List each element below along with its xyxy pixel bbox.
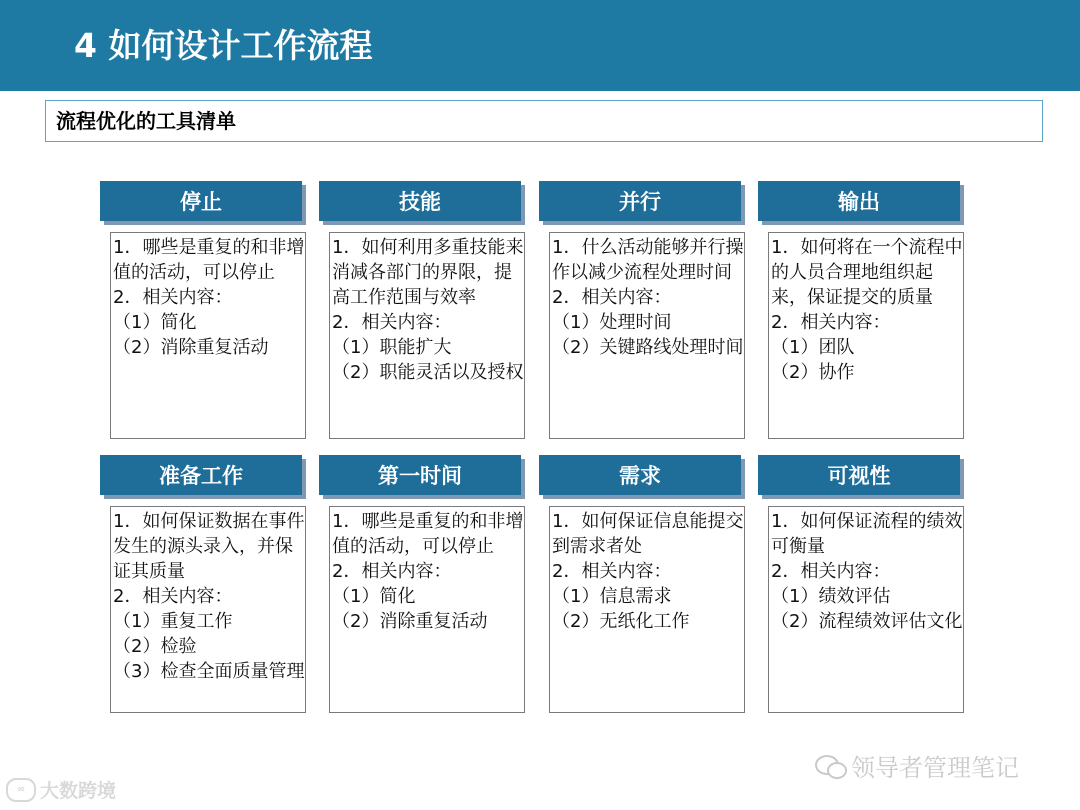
card-line: 2．相关内容：	[552, 287, 672, 308]
card-line: 1．如何保证信息能提交到需求者处	[552, 511, 744, 557]
card-line: （1）团队	[771, 337, 855, 358]
footer-right-text: 领导者管理笔记	[851, 754, 1019, 782]
card-body	[329, 506, 525, 713]
card-body	[768, 506, 964, 713]
header-bar	[0, 0, 1080, 91]
card-line: （2）无纸化工作	[552, 611, 690, 632]
card-header: 输出	[758, 181, 960, 221]
card-body	[768, 232, 964, 439]
card-body	[549, 232, 745, 439]
card-line: 2．相关内容：	[552, 561, 672, 582]
card-line: （1）信息需求	[552, 586, 672, 607]
card-line: （2）职能灵活以及授权	[332, 362, 524, 383]
card-header: 第一时间	[319, 455, 521, 495]
card-line: 1．如何利用多重技能来消减各部门的界限，提高工作范围与效率	[332, 237, 524, 308]
card-line: 1．哪些是重复的和非增值的活动，可以停止	[113, 237, 305, 283]
card-line: （3）检查全面质量管理	[113, 661, 305, 682]
card-line: （1）职能扩大	[332, 337, 452, 358]
card-line: （1）简化	[332, 586, 416, 607]
card-line: 2．相关内容：	[771, 312, 891, 333]
card-line: 1．如何将在一个流程中的人员合理地组织起来，保证提交的质量	[771, 237, 963, 308]
card-line: （2）协作	[771, 362, 855, 383]
card-line: （2）流程绩效评估文化	[771, 611, 963, 632]
card-line: 2．相关内容：	[113, 287, 233, 308]
card-header: 技能	[319, 181, 521, 221]
footer-watermark-left	[6, 776, 116, 803]
card-line: 1．如何保证流程的绩效可衡量	[771, 511, 963, 557]
brand-logo-icon: ∞	[6, 778, 36, 802]
card-line: （1）处理时间	[552, 312, 672, 333]
card-line: （1）简化	[113, 312, 197, 333]
footer-watermark-right	[815, 748, 1019, 783]
card-line: 2．相关内容：	[332, 312, 452, 333]
card-body	[329, 232, 525, 439]
card-header: 并行	[539, 181, 741, 221]
card-line: 2．相关内容：	[332, 561, 452, 582]
card-line: （2）关键路线处理时间	[552, 337, 744, 358]
card-line: 1．哪些是重复的和非增值的活动，可以停止	[332, 511, 524, 557]
card-line: （1）重复工作	[113, 611, 233, 632]
page-title: 4 如何设计工作流程	[74, 26, 373, 65]
card-header: 准备工作	[100, 455, 302, 495]
card-body	[110, 232, 306, 439]
card-body	[549, 506, 745, 713]
card-body	[110, 506, 306, 713]
card-header: 需求	[539, 455, 741, 495]
card-header: 停止	[100, 181, 302, 221]
footer-left-text: 大数跨境	[40, 780, 117, 802]
card-line: 2．相关内容：	[771, 561, 891, 582]
card-line: （2）消除重复活动	[113, 337, 269, 358]
subtitle-text: 流程优化的工具清单	[56, 109, 236, 133]
card-line: （1）绩效评估	[771, 586, 891, 607]
card-header: 可视性	[758, 455, 960, 495]
wechat-icon	[815, 753, 847, 779]
card-line: 1．如何保证数据在事件发生的源头录入，并保证其质量	[113, 511, 305, 582]
subtitle-box	[45, 100, 1043, 142]
card-line: （2）检验	[113, 636, 197, 657]
card-line: 2．相关内容：	[113, 586, 233, 607]
card-line: 1．什么活动能够并行操作以减少流程处理时间	[552, 237, 744, 283]
card-line: （2）消除重复活动	[332, 611, 488, 632]
